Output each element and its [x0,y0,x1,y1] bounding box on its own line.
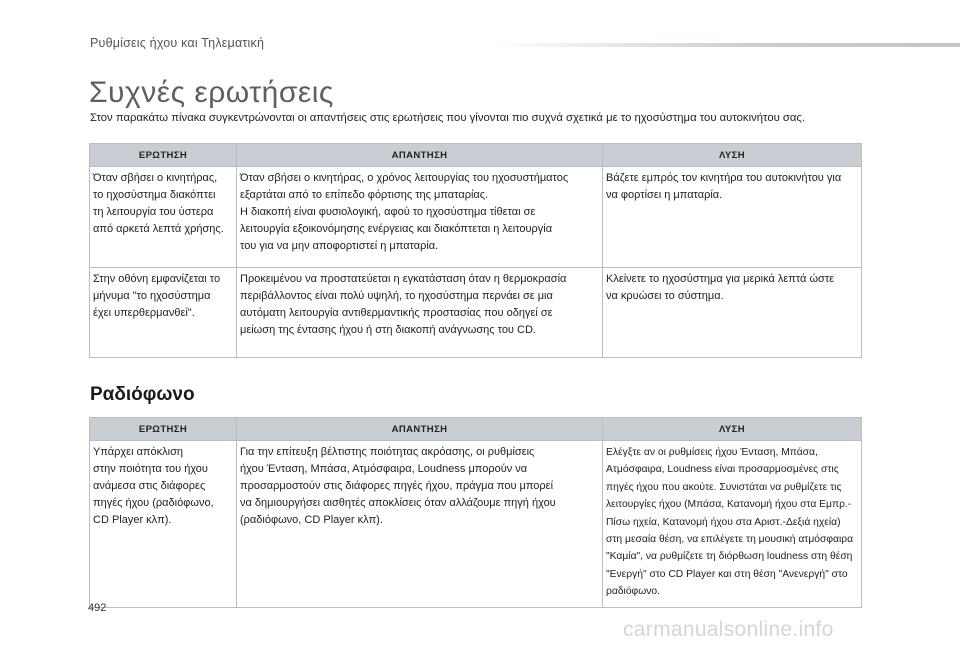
question-cell [90,167,237,268]
table-header-row [90,418,862,441]
page-title: Συχνές ερωτήσεις [89,76,334,109]
column-header-solution: ΛΥΣΗ [603,144,862,167]
question-text: Υπάρχει απόκλιση στην ποιότητα του ήχου ανάμεσα στις διάφορες πηγές ήχου (ραδιόφωνο, CD Player κλπ). [93,446,214,526]
column-header-answer: ΑΠΑΝΤΗΣΗ [237,144,603,167]
answer-text: Για την επίτευξη βέλτιστης ποιότητας ακρόασης, οι ρυθμίσεις ήχου Ένταση, Μπάσα, Ατμόσφαιρα, Loudness μπορούν να προσαρμοστούν στις διάφορες πηγές ήχου, πράγμα που μπορεί να δημιουργήσει αισθητές αποκλίσεις όταν αλλάζουμε πηγή ήχου (ραδιόφωνο, CD Player κλπ). [240,446,556,526]
table-row [90,167,862,268]
answer-cell [237,441,603,608]
watermark: carmanualsonline.info [623,618,834,641]
chapter-title: Ρυθμίσεις ήχου και Τηλεματική [90,36,265,50]
column-header-question: ΕΡΩΤΗΣΗ [90,418,237,441]
intro-paragraph: Στον παρακάτω πίνακα συγκεντρώνονται οι απαντήσεις στις ερωτήσεις που γίνονται πιο συχνά σχετικά με το ηχοσύστημα του αυτοκινήτου σας. [90,112,806,124]
question-text: Στην οθόνη εμφανίζεται το μήνυμα "το ηχοσύστημα έχει υπερθερμανθεί". [93,273,221,319]
question-cell [90,268,237,358]
header-decorative-bar [490,43,960,47]
table-header-row [90,144,862,167]
answer-cell [237,167,603,268]
solution-cell [603,167,862,268]
faq-table-general [89,143,862,358]
question-text: Όταν σβήσει ο κινητήρας, το ηχοσύστημα διακόπτει τη λειτουργία του ύστερα από αρκετά λεπτά χρήσης. [93,172,224,235]
answer-text: Όταν σβήσει ο κινητήρας, ο χρόνος λειτουργίας του ηχοσυστήματος εξαρτάται από το επίπεδο φόρτισης της μπαταρίας. Η διακοπή είναι φυσιολογική, αφού το ηχοσύστημα τίθεται σε λειτουργία εξοικονόμησης ενέργειας και διακόπτεται η λειτουργία του για να μην αποφορτιστεί η μπαταρία. [240,172,569,252]
answer-cell [237,268,603,358]
solution-cell [603,268,862,358]
solution-cell [603,441,862,608]
table-row [90,441,862,608]
answer-text: Προκειμένου να προστατεύεται η εγκατάσταση όταν η θερμοκρασία περιβάλλοντος είναι πολύ υψηλή, το ηχοσύστημα περνάει σε μια αυτόματη λειτουργία αντιθερμαντικής προστασίας που οδηγεί σε μείωση της έντασης ήχου ή στη διακοπή ανάγνωσης του CD. [240,273,567,336]
column-header-question: ΕΡΩΤΗΣΗ [90,144,237,167]
table-row [90,268,862,358]
section-heading-radio: Ραδιόφωνο [90,384,195,405]
page-number: 492 [88,602,107,614]
column-header-solution: ΛΥΣΗ [603,418,862,441]
solution-text: Κλείνετε το ηχοσύστημα για μερικά λεπτά ώστε να κρυώσει το σύστημα. [606,273,835,302]
faq-table-radio [89,417,862,608]
column-header-answer: ΑΠΑΝΤΗΣΗ [237,418,603,441]
solution-text: Βάζετε εμπρός τον κινητήρα του αυτοκινήτου για να φορτίσει η μπαταρία. [606,172,842,201]
question-cell [90,441,237,608]
solution-text: Ελέγξτε αν οι ρυθμίσεις ήχου Ένταση, Μπάσα, Ατμόσφαιρα, Loudness είναι προσαρμοσμένες στις πηγές ήχου που ακούτε. Συνιστάται να ρυθμίζετε τις λειτουργίες ήχου (Μπάσα, Κατανομή ήχου στα Εμπρ.- Πίσω ηχεία, Κατανομή ήχου στα Αριστ.-Δεξιά ηχεία) στη μεσαία θέση, να επιλέγετε τη μουσική ατμόσφαιρα "Καμία", να ρυθμίζετε τη διόρθωση loudness στη θέση "Ενεργή" στο CD Player και στη θέση "Ανενεργή" στο ραδιόφωνο. [606,447,854,598]
